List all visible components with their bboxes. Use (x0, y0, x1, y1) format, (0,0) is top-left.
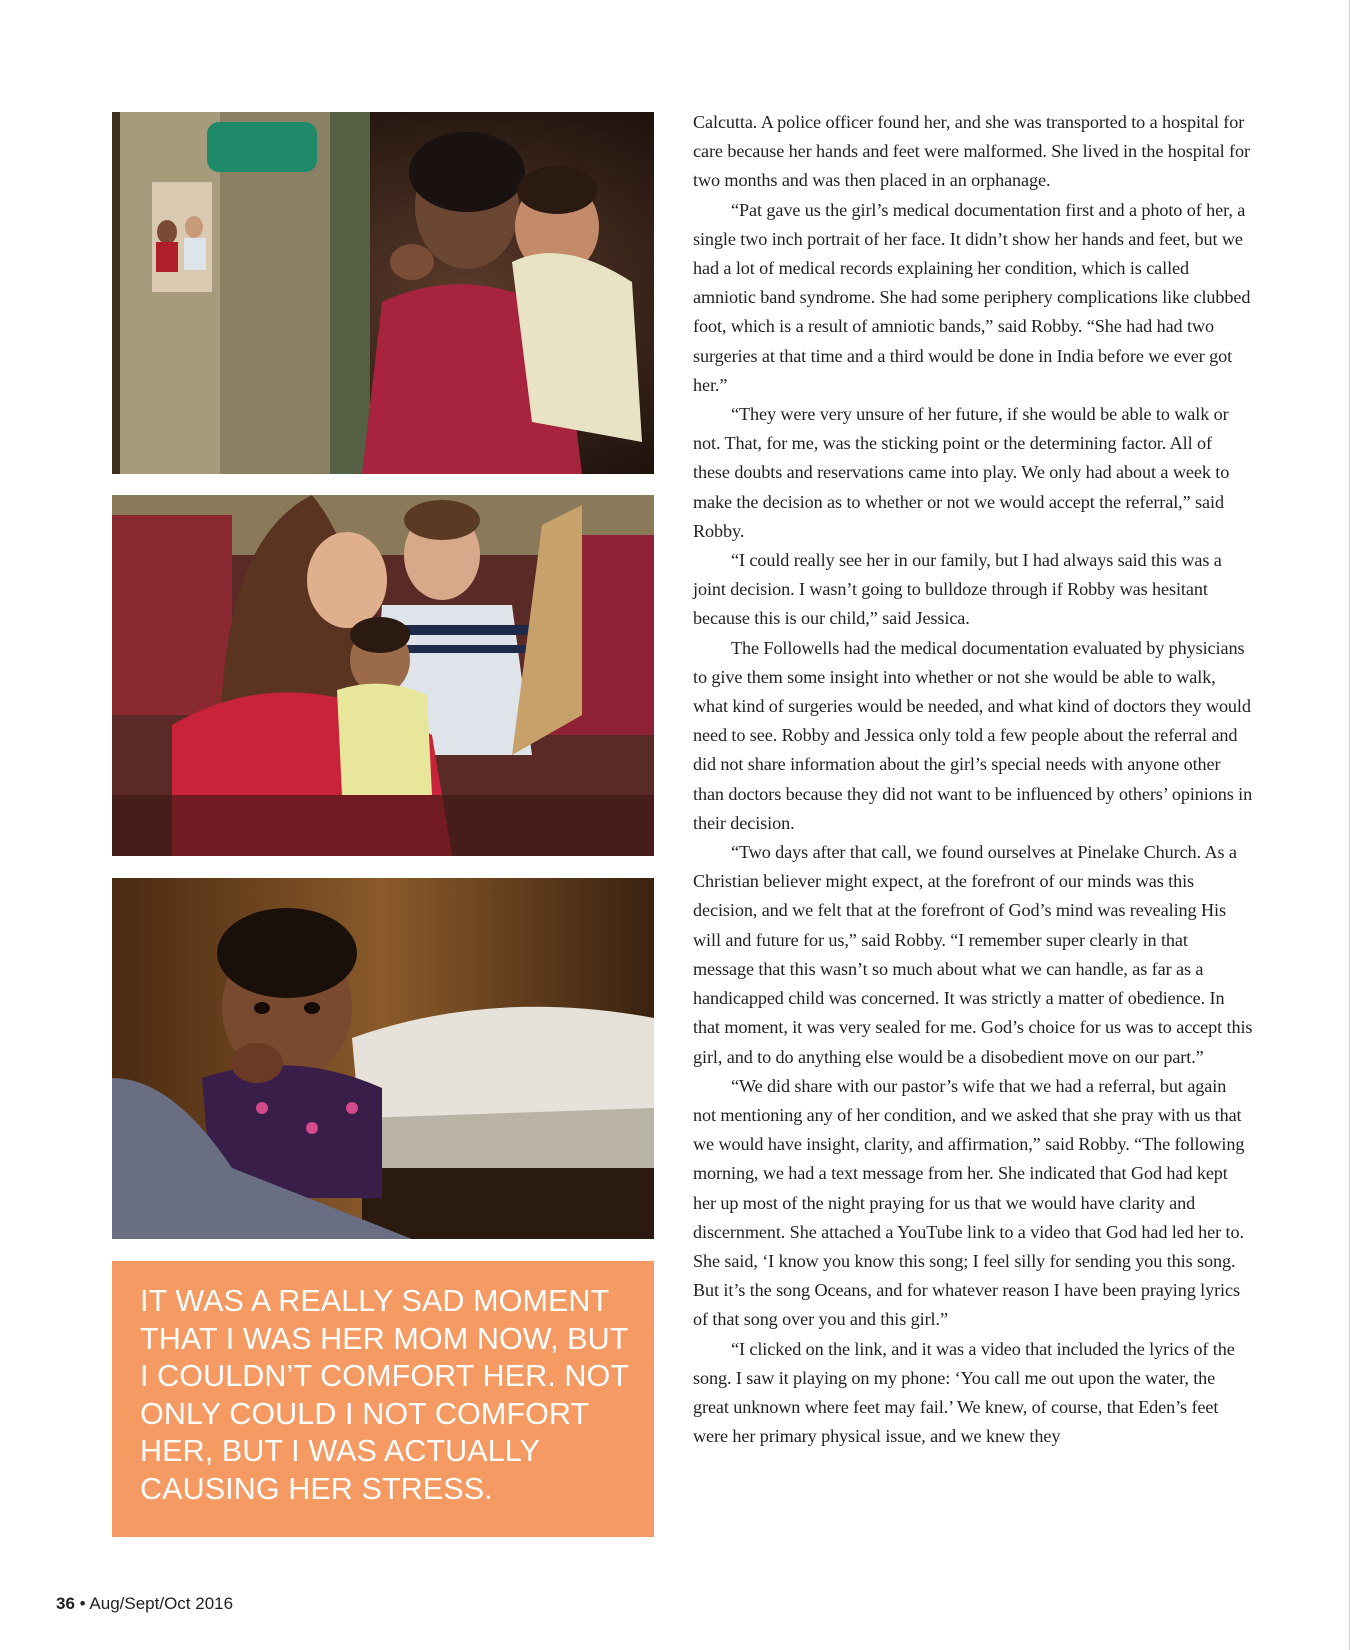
photo-woman-holding-baby (112, 112, 654, 474)
article-paragraph: “We did share with our pastor’s wife that we had a referral, but again not mentioning any of her condition, and we asked that she pray with us that we would have insight, clarity, and affirmation,” said Robby. “The following morning, we had a text message from her. She indicated that God had kept her up most of the night praying for us that we would have clarity and discernment. She attached a YouTube link to a video that God had led her to. She said, ‘I know you know this song; I feel silly for sending you this song. But it’s the song Oceans, and for whatever reason I have been praying lyrics of that song over you and this girl.” (693, 1075, 1245, 1330)
pull-quote (112, 1261, 654, 1537)
photo-icon (112, 495, 654, 856)
article-paragraph: “I could really see her in our family, but I had always said this was a joint decision. I wasn’t going to bulldoze through if Robby was hesitant because this is our child,” said Jessica. (693, 550, 1222, 629)
photo-icon (112, 112, 654, 474)
article-paragraph: “Two days after that call, we found ourselves at Pinelake Church. As a Christian believer might expect, at the forefront of our minds was this decision, and we felt that at the forefront of God’s mind was revealing His will and future for us,” said Robby. “I remember super clearly in that message that this wasn’t so much about what we can handle, as far as a handicapped child was concerned. It was strictly a matter of obedience. In that moment, it was very sealed for me. God’s choice for us was to accept this girl, and to do anything else would be a disobedient move on our part.” (693, 842, 1253, 1067)
photo-child-closeup (112, 878, 654, 1239)
pull-quote-text: IT WAS A REALLY SAD MOMENT THAT I WAS HER MOM NOW, BUT I COULDN’T COMFORT HER. NOT ONLY COULD I NOT COMFORT HER, BUT I WAS ACTUALLY CAUSING HER STRESS. (140, 1284, 629, 1506)
article-paragraph: “They were very unsure of her future, if she would be able to walk or not. That, for me, was the sticking point or the determining factor. All of these doubts and reservations came into play. We only had about a week to make the decision as to whether or not we would accept the referral,” said Robby. (693, 404, 1230, 541)
page-number: 36 (56, 1594, 75, 1613)
article-paragraph: Calcutta. A police officer found her, and she was transported to a hospital for care because her hands and feet were malformed. She lived in the hospital for two months and was then placed in an orphanage. (693, 112, 1250, 191)
page-footer (56, 1594, 233, 1614)
photo-couple-reading-book (112, 495, 654, 856)
article-paragraph: “I clicked on the link, and it was a video that included the lyrics of the song. I saw it playing on my phone: ‘You call me out upon the water, the great unknown where feet may fail.’ We knew, of course, that Eden’s feet were her primary physical issue, and we knew they (693, 1338, 1235, 1447)
photo-icon (112, 878, 654, 1239)
article-paragraph: The Followells had the medical documentation evaluated by physicians to give them some insight into whether or not she would be able to walk, what kind of surgeries would be needed, and what kind of doctors they would need to see. Robby and Jessica only told a few people about the referral and did not share information about the girl’s special needs with anyone other than doctors because they did not want to be influenced by others’ opinions in their decision. (693, 637, 1253, 833)
article-column (693, 108, 1253, 1451)
issue-date: Aug/Sept/Oct 2016 (89, 1594, 234, 1613)
article-paragraph: “Pat gave us the girl’s medical documentation first and a photo of her, a single two inch portrait of her face. It didn’t show her hands and feet, but we had a lot of medical records explaining her condition, which is called amniotic band syndrome. She had some periphery complications like clubbed foot, which is a result of amniotic bands,” said Robby. “She had had two surgeries at that time and a third would be done in India before we ever got her.” (693, 199, 1251, 395)
footer-separator: • (79, 1594, 86, 1613)
